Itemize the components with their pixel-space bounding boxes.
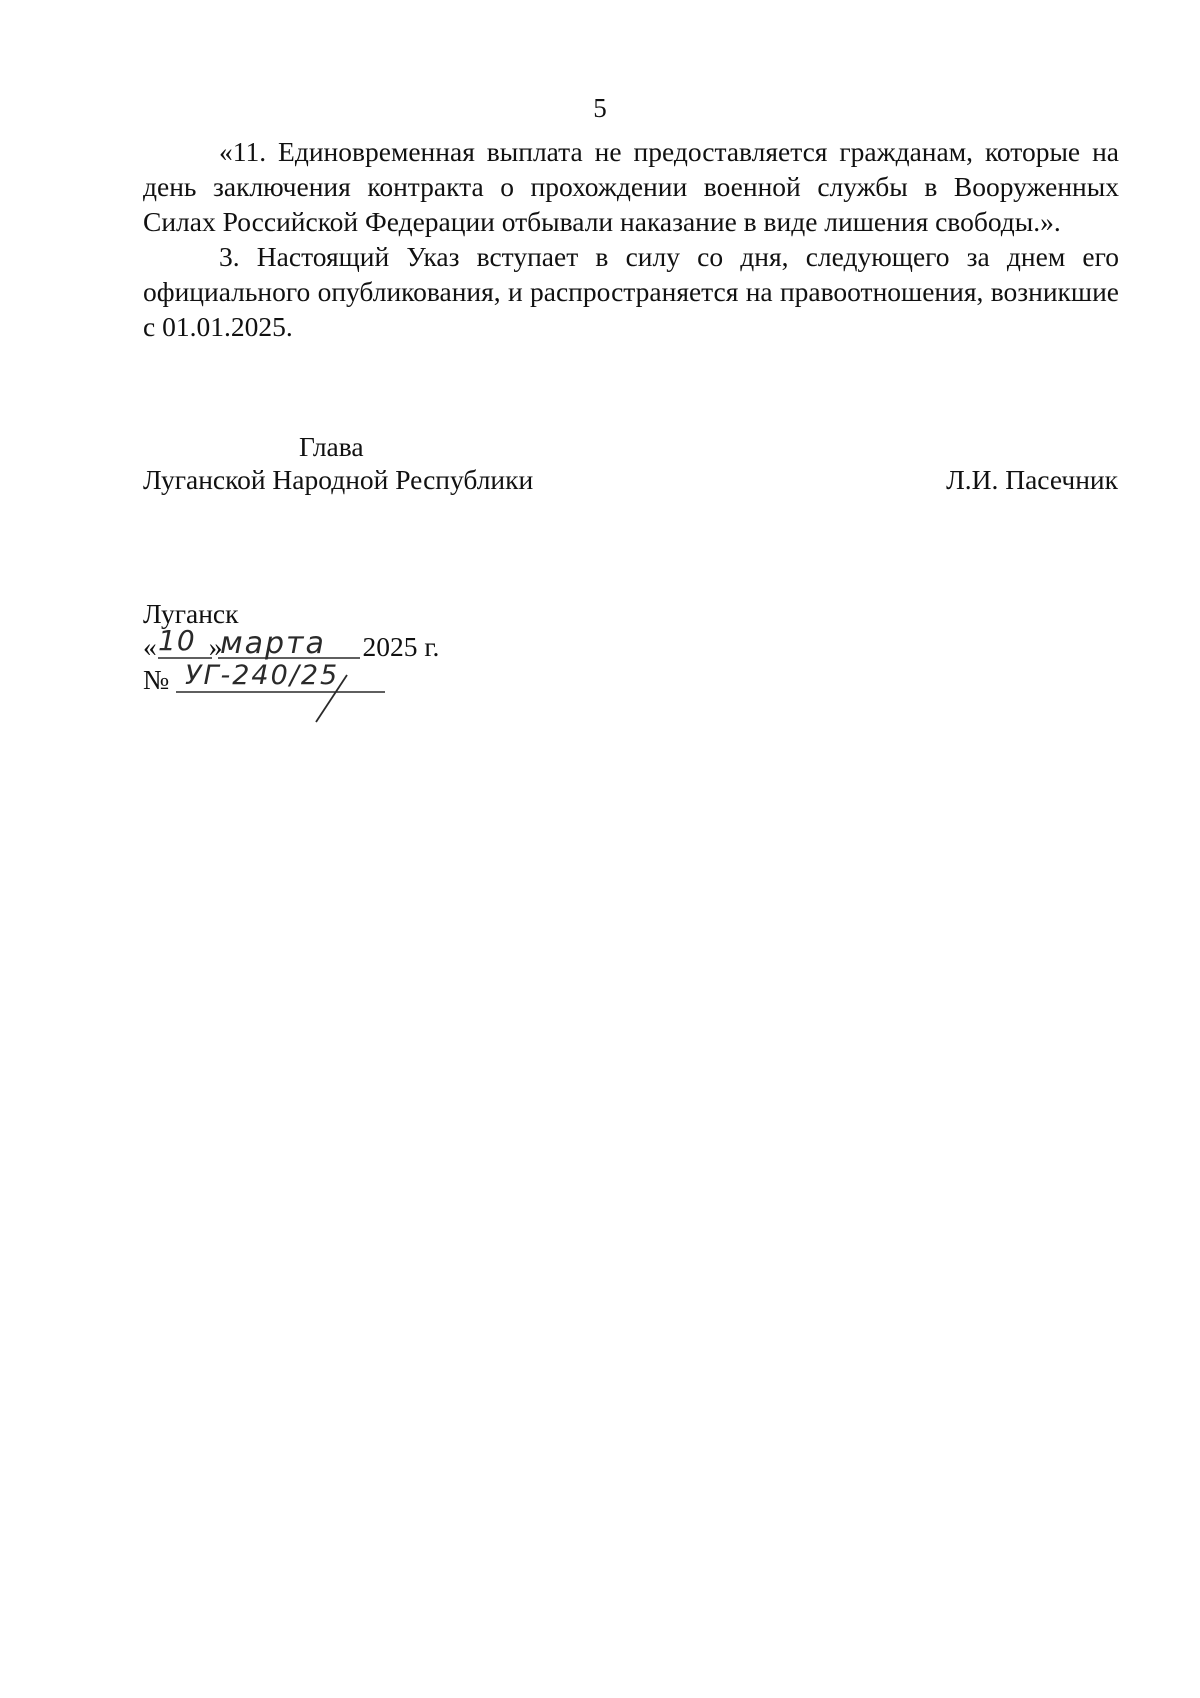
number-prefix: № <box>143 664 170 695</box>
page-number: 5 <box>593 93 607 123</box>
date-close-quote: » <box>208 631 223 662</box>
signatory-name: Л.И. Пасечник <box>946 464 1118 495</box>
number-slash-stroke <box>316 675 347 722</box>
signatory-organization: Луганской Народной Республики <box>143 464 534 495</box>
handwritten-number: УГ-240/25 <box>185 660 340 691</box>
date-year: 2025 г. <box>362 631 440 662</box>
handwritten-day: 10 <box>158 624 196 657</box>
issuance-place: Луганск <box>143 598 239 629</box>
paragraph-item-11: «11. Единовременная выплата не предоставляется гражданам, которые на день заключения контракта о прохождении военной службы в Вооруженных Силах Российской Федерации отбывали наказание в виде лишения свободы.». <box>143 136 1119 237</box>
paragraph-item-3: 3. Настоящий Указ вступает в силу со дня, следующего за днем его официального опубликования, и распространяется на правоотношения, возникшие с 01.01.2025. <box>143 241 1119 342</box>
date-open-quote: « <box>143 631 157 662</box>
signatory-title: Глава <box>299 431 364 462</box>
handwritten-month: марта <box>220 626 326 661</box>
